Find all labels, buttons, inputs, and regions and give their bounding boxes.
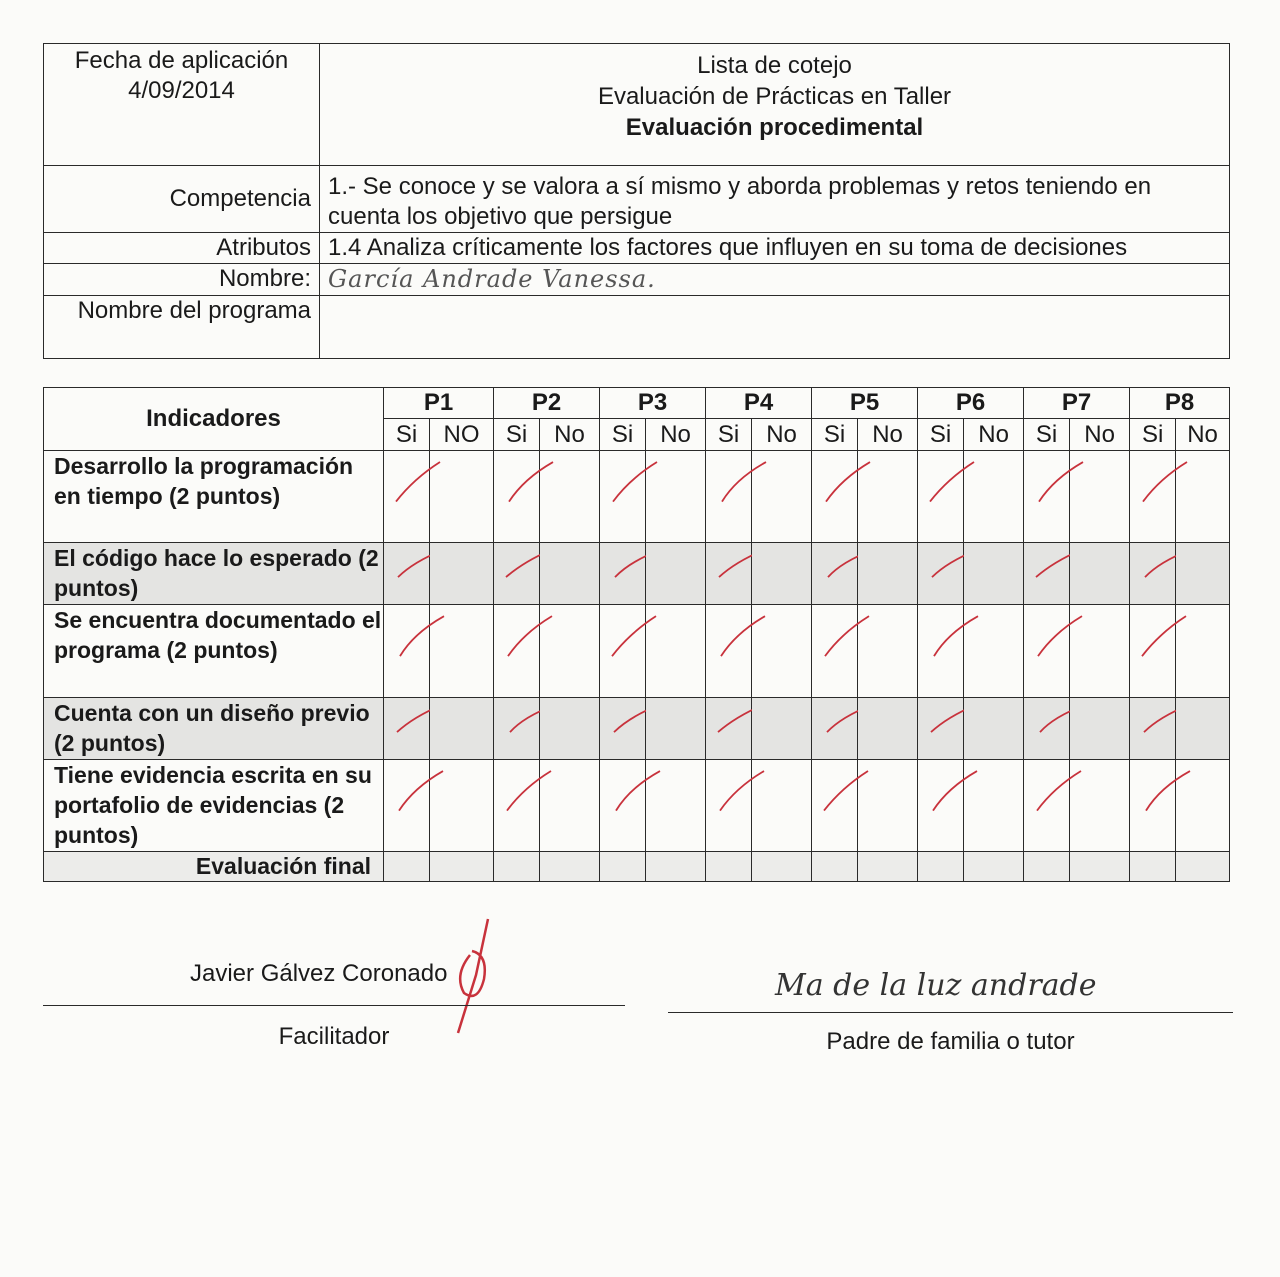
p7-si-cell[interactable]: [1024, 698, 1070, 760]
p8-si-cell[interactable]: [1130, 698, 1176, 760]
practice-header-5: P5: [812, 388, 918, 419]
check-mark: [384, 543, 429, 604]
check-mark: [494, 451, 539, 542]
competencia-value: 1.- Se conoce y se valora a sí mismo y aborda problemas y retos teniendo en cuenta los objetivo que persigue: [320, 166, 1230, 233]
practice-header-2: P2: [494, 388, 600, 419]
p6-si-cell[interactable]: [918, 760, 964, 852]
check-mark: [1130, 543, 1175, 604]
date-cell: [44, 44, 320, 166]
check-mark: [706, 543, 751, 604]
check-mark: [600, 543, 645, 604]
check-mark: [812, 698, 857, 759]
facilitator-name: Javier Gálvez Coronado: [190, 960, 448, 987]
p7-si-cell[interactable]: [1024, 605, 1070, 698]
check-mark: [918, 451, 963, 542]
final-p3-si-cell[interactable]: [600, 852, 646, 882]
title-line-1: Lista de cotejo: [697, 52, 852, 79]
check-mark: [384, 605, 429, 697]
guardian-role: Padre de familia o tutor: [826, 1028, 1075, 1055]
check-mark: [384, 451, 429, 542]
check-mark: [812, 605, 857, 697]
p5-si-header: Si: [812, 419, 858, 451]
title-cell: [320, 44, 1230, 166]
atributos-label: Atributos: [44, 233, 320, 264]
header-table: [43, 43, 1230, 359]
p4-si-cell[interactable]: [706, 760, 752, 852]
p3-si-cell[interactable]: [600, 605, 646, 698]
p5-no-cell[interactable]: [858, 543, 918, 605]
p5-no-cell[interactable]: [858, 698, 918, 760]
p5-si-cell[interactable]: [812, 760, 858, 852]
p5-no-cell[interactable]: [858, 760, 918, 852]
p5-si-cell[interactable]: [812, 698, 858, 760]
p4-si-cell[interactable]: [706, 543, 752, 605]
final-evaluation-label: Evaluación final: [44, 852, 384, 882]
facilitator-role: Facilitador: [278, 1023, 390, 1050]
p5-si-cell[interactable]: [812, 451, 858, 543]
final-p6-si-cell[interactable]: [918, 852, 964, 882]
final-p4-si-cell[interactable]: [706, 852, 752, 882]
check-mark: [1130, 605, 1175, 697]
p2-si-cell[interactable]: [494, 760, 540, 852]
date-label: Fecha de aplicación: [74, 47, 289, 74]
p8-si-header: Si: [1130, 419, 1176, 451]
p7-no-cell[interactable]: [1070, 760, 1130, 852]
p7-si-header: Si: [1024, 419, 1070, 451]
check-mark: [494, 760, 539, 851]
check-mark: [600, 605, 645, 697]
practice-header-row: [44, 388, 1230, 419]
p2-no-cell[interactable]: [540, 760, 600, 852]
check-mark: [1130, 760, 1175, 851]
check-mark: [706, 605, 751, 697]
p5-no-header: No: [858, 419, 918, 451]
p8-si-cell[interactable]: [1130, 760, 1176, 852]
p8-no-header: No: [1176, 419, 1230, 451]
practice-header-8: P8: [1130, 388, 1230, 419]
p8-si-cell[interactable]: [1130, 605, 1176, 698]
check-mark: [1024, 760, 1069, 851]
guardian-signature: Ma de la luz andrade: [775, 968, 1097, 1003]
p8-no-cell[interactable]: [1176, 543, 1230, 605]
p4-no-header: No: [752, 419, 812, 451]
p6-no-cell[interactable]: [964, 698, 1024, 760]
p6-no-cell[interactable]: [964, 605, 1024, 698]
check-mark: [1024, 698, 1069, 759]
indicator-label: Cuenta con un diseño previo (2 puntos): [44, 698, 384, 760]
p8-no-cell[interactable]: [1176, 760, 1230, 852]
check-mark: [384, 698, 429, 759]
indicator-row: [44, 543, 1230, 605]
p4-no-cell[interactable]: [752, 543, 812, 605]
practice-header-4: P4: [706, 388, 812, 419]
check-mark: [1130, 698, 1175, 759]
competencia-label: Competencia: [44, 166, 320, 233]
p6-si-header: Si: [918, 419, 964, 451]
p7-no-cell[interactable]: [1070, 451, 1130, 543]
p3-no-cell[interactable]: [646, 760, 706, 852]
final-p4-no-cell[interactable]: [752, 852, 812, 882]
check-mark: [706, 451, 751, 542]
p1-no-cell[interactable]: [430, 698, 494, 760]
indicator-label: El código hace lo esperado (2 puntos): [44, 543, 384, 605]
nombre-field[interactable]: [320, 264, 1230, 296]
date-value: 4/09/2014: [128, 77, 235, 104]
p7-no-cell[interactable]: [1070, 698, 1130, 760]
guardian-signature-line: [668, 1012, 1233, 1013]
p3-no-header: No: [646, 419, 706, 451]
p4-si-header: Si: [706, 419, 752, 451]
final-p7-no-cell[interactable]: [1070, 852, 1130, 882]
p2-no-cell[interactable]: [540, 605, 600, 698]
p2-si-cell[interactable]: [494, 543, 540, 605]
p1-no-cell[interactable]: [430, 760, 494, 852]
p3-no-cell[interactable]: [646, 451, 706, 543]
check-mark: [1024, 451, 1069, 542]
check-mark: [494, 698, 539, 759]
p3-si-cell[interactable]: [600, 760, 646, 852]
check-mark: [600, 760, 645, 851]
check-mark: [706, 698, 751, 759]
check-mark: [384, 760, 429, 851]
p2-si-header: Si: [494, 419, 540, 451]
programa-label: Nombre del programa: [44, 296, 320, 359]
final-p3-no-cell[interactable]: [646, 852, 706, 882]
check-mark: [1024, 543, 1069, 604]
final-p5-si-cell[interactable]: [812, 852, 858, 882]
p2-si-cell[interactable]: [494, 698, 540, 760]
p6-si-cell[interactable]: [918, 605, 964, 698]
indicator-row: [44, 760, 1230, 852]
p1-no-header: NO: [430, 419, 494, 451]
check-mark: [1130, 451, 1175, 542]
check-mark: [812, 451, 857, 542]
p2-si-cell[interactable]: [494, 605, 540, 698]
p1-no-cell[interactable]: [430, 451, 494, 543]
p3-si-cell[interactable]: [600, 543, 646, 605]
p1-no-cell[interactable]: [430, 543, 494, 605]
check-mark: [1024, 605, 1069, 697]
p8-no-cell[interactable]: [1176, 605, 1230, 698]
check-mark: [706, 760, 751, 851]
indicator-label: Tiene evidencia escrita en su portafolio de evidencias (2 puntos): [44, 760, 384, 852]
indicator-label: Desarrollo la programación en tiempo (2 puntos): [44, 451, 384, 543]
check-mark: [918, 543, 963, 604]
programa-field[interactable]: [320, 296, 1230, 359]
p1-si-cell[interactable]: [384, 451, 430, 543]
p3-no-cell[interactable]: [646, 605, 706, 698]
atributos-value: 1.4 Analiza críticamente los factores que influyen en su toma de decisiones: [320, 233, 1230, 264]
p2-no-header: No: [540, 419, 600, 451]
check-mark: [918, 698, 963, 759]
p8-no-cell[interactable]: [1176, 698, 1230, 760]
final-p8-no-cell[interactable]: [1176, 852, 1230, 882]
p8-si-cell[interactable]: [1130, 451, 1176, 543]
p2-no-cell[interactable]: [540, 451, 600, 543]
p7-no-cell[interactable]: [1070, 605, 1130, 698]
p1-no-cell[interactable]: [430, 605, 494, 698]
p3-no-cell[interactable]: [646, 698, 706, 760]
practice-header-3: P3: [600, 388, 706, 419]
check-mark: [812, 543, 857, 604]
p2-si-cell[interactable]: [494, 451, 540, 543]
check-mark: [600, 451, 645, 542]
final-p1-no-cell[interactable]: [430, 852, 494, 882]
title-line-2: Evaluación de Prácticas en Taller: [597, 83, 952, 110]
p6-si-cell[interactable]: [918, 698, 964, 760]
p8-no-cell[interactable]: [1176, 451, 1230, 543]
p7-si-cell[interactable]: [1024, 543, 1070, 605]
indicator-row: [44, 451, 1230, 543]
facilitator-signature-mark: [450, 915, 500, 1040]
checklist-grid: [43, 387, 1230, 882]
final-evaluation-row: [44, 852, 1230, 882]
p4-si-cell[interactable]: [706, 698, 752, 760]
final-p7-si-cell[interactable]: [1024, 852, 1070, 882]
practice-header-1: P1: [384, 388, 494, 419]
final-p8-si-cell[interactable]: [1130, 852, 1176, 882]
final-p6-no-cell[interactable]: [964, 852, 1024, 882]
p1-si-cell[interactable]: [384, 698, 430, 760]
p2-no-cell[interactable]: [540, 543, 600, 605]
p1-si-header: Si: [384, 419, 430, 451]
indicators-header: Indicadores: [44, 388, 384, 451]
p4-si-cell[interactable]: [706, 605, 752, 698]
p6-no-cell[interactable]: [964, 760, 1024, 852]
p6-no-cell[interactable]: [964, 451, 1024, 543]
final-p2-no-cell[interactable]: [540, 852, 600, 882]
p4-si-cell[interactable]: [706, 451, 752, 543]
indicator-label: Se encuentra documentado el programa (2 puntos): [44, 605, 384, 698]
p3-si-header: Si: [600, 419, 646, 451]
p1-si-cell[interactable]: [384, 605, 430, 698]
p5-no-cell[interactable]: [858, 605, 918, 698]
p5-si-cell[interactable]: [812, 605, 858, 698]
check-mark: [600, 698, 645, 759]
practice-header-6: P6: [918, 388, 1024, 419]
check-mark: [812, 760, 857, 851]
p7-no-header: No: [1070, 419, 1130, 451]
p5-no-cell[interactable]: [858, 451, 918, 543]
p7-si-cell[interactable]: [1024, 760, 1070, 852]
final-p5-no-cell[interactable]: [858, 852, 918, 882]
p5-si-cell[interactable]: [812, 543, 858, 605]
p4-no-cell[interactable]: [752, 698, 812, 760]
p8-si-cell[interactable]: [1130, 543, 1176, 605]
p4-no-cell[interactable]: [752, 760, 812, 852]
p6-si-cell[interactable]: [918, 451, 964, 543]
title-line-3: Evaluación procedimental: [625, 114, 924, 141]
p3-si-cell[interactable]: [600, 451, 646, 543]
p2-no-cell[interactable]: [540, 698, 600, 760]
p7-si-cell[interactable]: [1024, 451, 1070, 543]
p6-no-cell[interactable]: [964, 543, 1024, 605]
p6-no-header: No: [964, 419, 1024, 451]
p1-si-cell[interactable]: [384, 543, 430, 605]
facilitator-signature-line: [43, 1005, 625, 1006]
p6-si-cell[interactable]: [918, 543, 964, 605]
nombre-value: García Andrade Vanessa.: [328, 265, 656, 293]
practice-header-7: P7: [1024, 388, 1130, 419]
p4-no-cell[interactable]: [752, 605, 812, 698]
p4-no-cell[interactable]: [752, 451, 812, 543]
check-mark: [494, 543, 539, 604]
final-p2-si-cell[interactable]: [494, 852, 540, 882]
p3-no-cell[interactable]: [646, 543, 706, 605]
nombre-label: Nombre:: [44, 264, 320, 296]
check-mark: [918, 605, 963, 697]
indicator-row: [44, 605, 1230, 698]
p1-si-cell[interactable]: [384, 760, 430, 852]
final-p1-si-cell[interactable]: [384, 852, 430, 882]
check-mark: [494, 605, 539, 697]
indicator-row: [44, 698, 1230, 760]
check-mark: [918, 760, 963, 851]
p3-si-cell[interactable]: [600, 698, 646, 760]
p7-no-cell[interactable]: [1070, 543, 1130, 605]
